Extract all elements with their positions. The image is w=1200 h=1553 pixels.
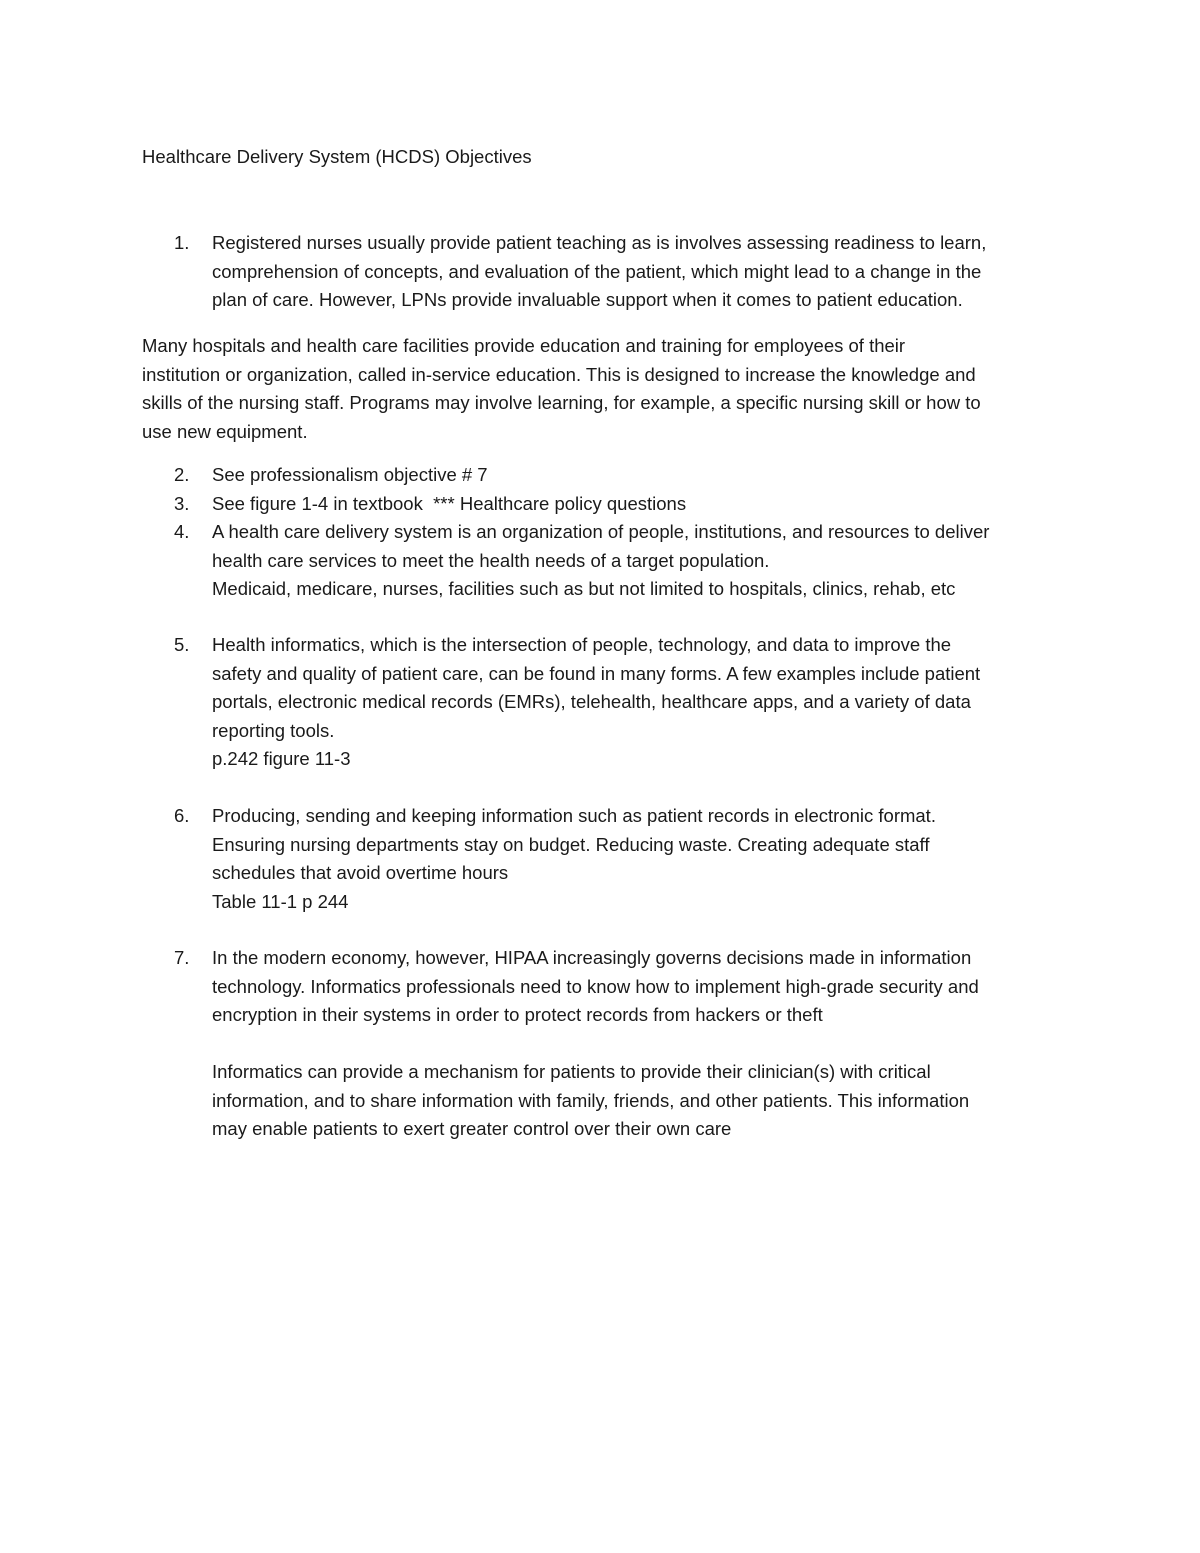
list-item-text [212,229,1062,315]
text-line: Registered nurses usually provide patient teaching as is involves assessing readiness to learn, [212,232,987,253]
list-number: 1. [174,232,190,253]
text-line: comprehension of concepts, and evaluation of the patient, which might lead to a change in the [212,260,982,282]
text-line: Informatics can provide a mechanism for patients to provide their clinician(s) with critical [212,1061,931,1082]
list-item-text [212,944,1062,1144]
text-line: may enable patients to exert greater control over their own care [212,1118,732,1139]
text-line: health care services to meet the health needs of a target population. [212,549,770,571]
body-paragraph [142,332,1072,446]
list-item-text [212,490,1062,519]
text-line: Producing, sending and keeping information such as patient records in electronic format. [212,805,936,826]
list-item-text [212,461,1062,490]
list-number: 4. [174,521,190,542]
list-number: 2. [174,464,190,485]
text-line: skills of the nursing staff. Programs may involve learning, for example, a specific nursing skill or how to [142,392,981,413]
text-line: Ensuring nursing departments stay on budget. Reducing waste. Creating adequate staff [212,833,930,855]
text-line: See professionalism objective # 7 [212,464,488,485]
document-title: Healthcare Delivery System (HCDS) Objectives [142,146,532,167]
list-item-text [212,631,1062,774]
list-number: 6. [174,805,190,826]
list-item-text [212,802,1062,916]
text-line: encryption in their systems in order to protect records from hackers or theft [212,1004,823,1025]
text-line: plan of care. However, LPNs provide invaluable support when it comes to patient education. [212,289,963,310]
list-item-text [212,518,1062,604]
text-line: Table 11-1 p 244 [212,890,349,912]
blank-line [212,1030,1062,1059]
text-line: A health care delivery system is an organization of people, institutions, and resources to deliver [212,521,990,542]
text-line: reporting tools. [212,719,335,741]
text-line: institution or organization, called in-service education. This is designed to increase the knowledge and [142,363,976,385]
text-line: portals, electronic medical records (EMRs), telehealth, healthcare apps, and a variety of data [212,691,971,712]
text-line: use new equipment. [142,420,308,442]
list-number: 3. [174,493,190,514]
list-number: 5. [174,634,190,655]
text-line: See figure 1-4 in textbook *** Healthcare policy questions [212,493,687,514]
text-line: information, and to share information with family, friends, and other patients. This information [212,1089,970,1111]
text-line: Many hospitals and health care facilities provide education and training for employees of their [142,335,906,356]
text-line: Health informatics, which is the intersection of people, technology, and data to improve the [212,634,952,655]
text-line: In the modern economy, however, HIPAA increasingly governs decisions made in information [212,947,972,968]
list-number: 7. [174,947,190,968]
text-line: p.242 figure 11-3 [212,748,351,769]
text-line: safety and quality of patient care, can be found in many forms. A few examples include patient [212,662,981,684]
text-line: technology. Informatics professionals need to know how to implement high-grade security and [212,975,979,997]
text-line: schedules that avoid overtime hours [212,862,509,883]
text-line: Medicaid, medicare, nurses, facilities such as but not limited to hospitals, clinics, rehab, etc [212,578,956,599]
